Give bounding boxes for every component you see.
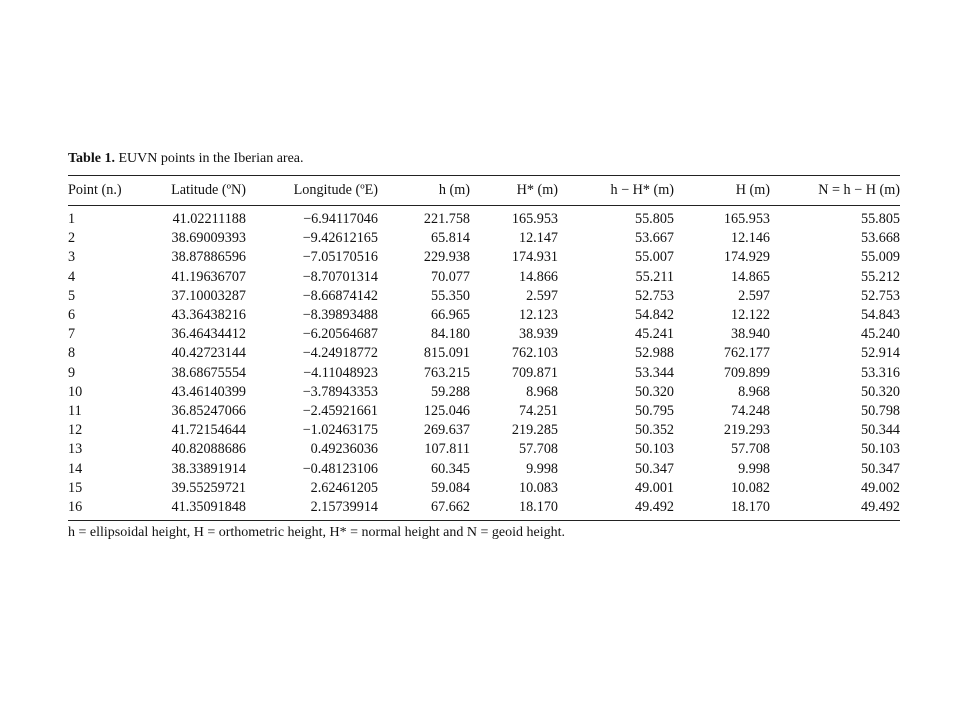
table-cell: 174.931 — [511, 249, 558, 266]
table-cell: 14 — [68, 460, 83, 477]
table-cell: 7 — [68, 326, 76, 343]
table-footnote: h = ellipsoidal height, H = orthometric height, H* = normal height and N = geoid height. — [68, 525, 565, 541]
table-cell: 43.36438216 — [171, 307, 246, 324]
table-row — [68, 287, 900, 306]
table-cell: 12.122 — [730, 307, 770, 324]
table-cell: 59.288 — [430, 383, 470, 400]
table-cell: 221.758 — [423, 211, 470, 227]
table-cell: 12.146 — [730, 230, 770, 247]
table-cell: 762.177 — [723, 345, 770, 362]
table-cell: 18.170 — [730, 499, 770, 516]
table-cell: 54.842 — [634, 307, 674, 324]
table-cell: 219.293 — [723, 422, 770, 439]
table-cell: 40.82088686 — [171, 441, 246, 458]
column-header-h-minus-hstar: h − H* (m) — [558, 176, 674, 206]
table-cell: 709.871 — [511, 364, 558, 381]
table-cell: 2.62461205 — [310, 479, 378, 496]
table-cell: 50.103 — [860, 441, 900, 458]
table-cell: −8.66874142 — [302, 287, 378, 304]
table-cell: 9.998 — [526, 460, 558, 477]
table-cell: 38.69009393 — [171, 230, 246, 247]
table-cell: 53.668 — [860, 230, 900, 247]
table-cell: 65.814 — [430, 230, 470, 247]
euvn-points-table — [68, 175, 900, 521]
table-cell: −4.11048923 — [303, 364, 378, 381]
table-cell: 12.123 — [518, 307, 558, 324]
table-cell: 815.091 — [423, 345, 470, 362]
table-row — [68, 364, 900, 383]
table-cell: 8.968 — [526, 383, 558, 400]
table-cell: −1.02463175 — [302, 422, 378, 439]
column-header-ellipsoidal-height: h (m) — [378, 176, 470, 206]
table-cell: −8.39893488 — [302, 307, 378, 324]
table-cell: 57.708 — [518, 441, 558, 458]
table-cell: 11 — [68, 403, 82, 420]
table-cell: −4.24918772 — [302, 345, 378, 362]
table-cell: 50.320 — [860, 383, 900, 400]
table-row — [68, 440, 900, 459]
table-cell: 50.347 — [860, 460, 900, 477]
table-cell: 55.805 — [634, 211, 674, 227]
table-cell: −6.94117046 — [303, 211, 378, 227]
table-cell: 59.084 — [430, 479, 470, 496]
table-cell: 763.215 — [423, 364, 470, 381]
table-cell: 38.939 — [518, 326, 558, 343]
table-cell: 39.55259721 — [171, 479, 246, 496]
table-cell: 49.492 — [634, 499, 674, 516]
table-row — [68, 402, 900, 421]
table-cell: −9.42612165 — [302, 230, 378, 247]
column-header-geoid-height: N = h − H (m) — [770, 176, 900, 206]
table-cell: 67.662 — [430, 499, 470, 516]
table-body — [68, 206, 900, 521]
table-cell: −6.20564687 — [302, 326, 378, 343]
table-cell: 50.352 — [634, 422, 674, 439]
table-cell: 8.968 — [738, 383, 770, 400]
table-cell: 41.72154644 — [171, 422, 246, 439]
table-caption — [68, 150, 900, 168]
table-row — [68, 460, 900, 479]
table-cell: 50.795 — [634, 403, 674, 420]
table-row — [68, 229, 900, 248]
table-cell: −8.70701314 — [302, 268, 378, 285]
table-header-row — [68, 176, 900, 206]
table-cell: 74.248 — [730, 403, 770, 420]
table-cell: 55.805 — [860, 211, 900, 227]
table-cell: 54.843 — [860, 307, 900, 324]
table-cell: 125.046 — [423, 403, 470, 420]
table-cell: 4 — [68, 268, 76, 285]
table-cell: −2.45921661 — [302, 403, 378, 420]
table-cell: 41.19636707 — [171, 268, 246, 285]
table-cell: 10.083 — [518, 479, 558, 496]
table-cell: 12.147 — [518, 230, 558, 247]
table-cell: 2.597 — [738, 287, 770, 304]
table-cell: −7.05170516 — [302, 249, 378, 266]
table-cell: 38.68675554 — [171, 364, 246, 381]
table-cell: 50.347 — [634, 460, 674, 477]
table-row — [68, 479, 900, 498]
table-cell: 38.940 — [730, 326, 770, 343]
table-cell: 762.103 — [511, 345, 558, 362]
table-cell: 55.009 — [860, 249, 900, 266]
table-cell: 52.753 — [860, 287, 900, 304]
table-cell: 219.285 — [511, 422, 558, 439]
table-cell: 165.953 — [723, 211, 770, 227]
table-cell: 107.811 — [424, 441, 470, 458]
table-cell: 3 — [68, 249, 76, 266]
table-cell: 15 — [68, 479, 83, 496]
table-cell: 53.316 — [860, 364, 900, 381]
table-row — [68, 206, 900, 230]
table-cell: 70.077 — [430, 268, 470, 285]
table-cell: 55.212 — [860, 268, 900, 285]
column-header-latitude: Latitude (ºN) — [164, 176, 246, 206]
table-row — [68, 344, 900, 363]
table-cell: 57.708 — [730, 441, 770, 458]
table-cell: 8 — [68, 345, 76, 362]
table-cell: 2.597 — [526, 287, 558, 304]
table-cell: 38.33891914 — [171, 460, 246, 477]
table-cell: 50.320 — [634, 383, 674, 400]
table-row — [68, 325, 900, 344]
table-cell: 60.345 — [430, 460, 470, 477]
table-cell: 13 — [68, 441, 83, 458]
table-cell: 2 — [68, 230, 76, 247]
table-cell: 43.46140399 — [171, 383, 246, 400]
table-cell: 37.10003287 — [171, 287, 246, 304]
table-cell: 10.082 — [730, 479, 770, 496]
table-cell: 66.965 — [430, 307, 470, 324]
table-cell: −3.78943353 — [302, 383, 378, 400]
table-cell: 9.998 — [738, 460, 770, 477]
table-cell: 6 — [68, 307, 76, 324]
table-cell: 55.350 — [430, 287, 470, 304]
column-header-normal-height: H* (m) — [470, 176, 558, 206]
table-row — [68, 421, 900, 440]
column-header-orthometric-height: H (m) — [674, 176, 770, 206]
table-cell: 709.899 — [723, 364, 770, 381]
table-cell: 14.866 — [518, 268, 558, 285]
table-cell: 16 — [68, 499, 83, 516]
table-cell: 55.007 — [634, 249, 674, 266]
column-header-longitude: Longitude (ºE) — [246, 176, 378, 206]
table-row — [68, 248, 900, 267]
table-cell: 45.241 — [634, 326, 674, 343]
table-cell: 9 — [68, 364, 76, 381]
table-cell: 53.667 — [634, 230, 674, 247]
table-cell: 36.85247066 — [171, 403, 246, 420]
table-cell: 10 — [68, 383, 83, 400]
table-cell: 174.929 — [723, 249, 770, 266]
table-cell: 41.02211188 — [172, 211, 246, 227]
table-cell: 50.798 — [860, 403, 900, 420]
table-cell: 14.865 — [730, 268, 770, 285]
table-cell: 74.251 — [518, 403, 558, 420]
table-cell: 5 — [68, 287, 76, 304]
table-cell: 52.914 — [860, 345, 900, 362]
table-cell: 45.240 — [860, 326, 900, 343]
table-caption-text: EUVN points in the Iberian area. — [114, 151, 304, 166]
table-cell: 49.492 — [860, 499, 900, 516]
table-cell: −0.48123106 — [302, 460, 378, 477]
column-header-point: Point (n.) — [68, 176, 164, 206]
table-cell: 2.15739914 — [310, 499, 378, 516]
table-cell: 52.753 — [634, 287, 674, 304]
table-row — [68, 498, 900, 521]
table-row — [68, 306, 900, 325]
table-cell: 229.938 — [423, 249, 470, 266]
document-page — [68, 150, 900, 541]
table-cell: 36.46434412 — [171, 326, 246, 343]
table-cell: 55.211 — [635, 268, 674, 285]
table-cell: 50.344 — [860, 422, 900, 439]
table-cell: 12 — [68, 422, 83, 439]
table-cell: 38.87886596 — [171, 249, 246, 266]
table-cell: 165.953 — [511, 211, 558, 227]
table-cell: 50.103 — [634, 441, 674, 458]
table-cell: 1 — [68, 211, 76, 227]
table-cell: 0.49236036 — [310, 441, 378, 458]
table-cell: 269.637 — [423, 422, 470, 439]
table-row — [68, 268, 900, 287]
table-row — [68, 383, 900, 402]
table-cell: 40.42723144 — [171, 345, 246, 362]
table-cell: 49.002 — [860, 479, 900, 496]
table-cell: 84.180 — [430, 326, 470, 343]
table-cell: 41.35091848 — [171, 499, 246, 516]
table-cell: 18.170 — [518, 499, 558, 516]
table-cell: 52.988 — [634, 345, 674, 362]
table-caption-label: Table 1. — [68, 151, 115, 166]
table-cell: 53.344 — [634, 364, 674, 381]
table-cell: 49.001 — [634, 479, 674, 496]
